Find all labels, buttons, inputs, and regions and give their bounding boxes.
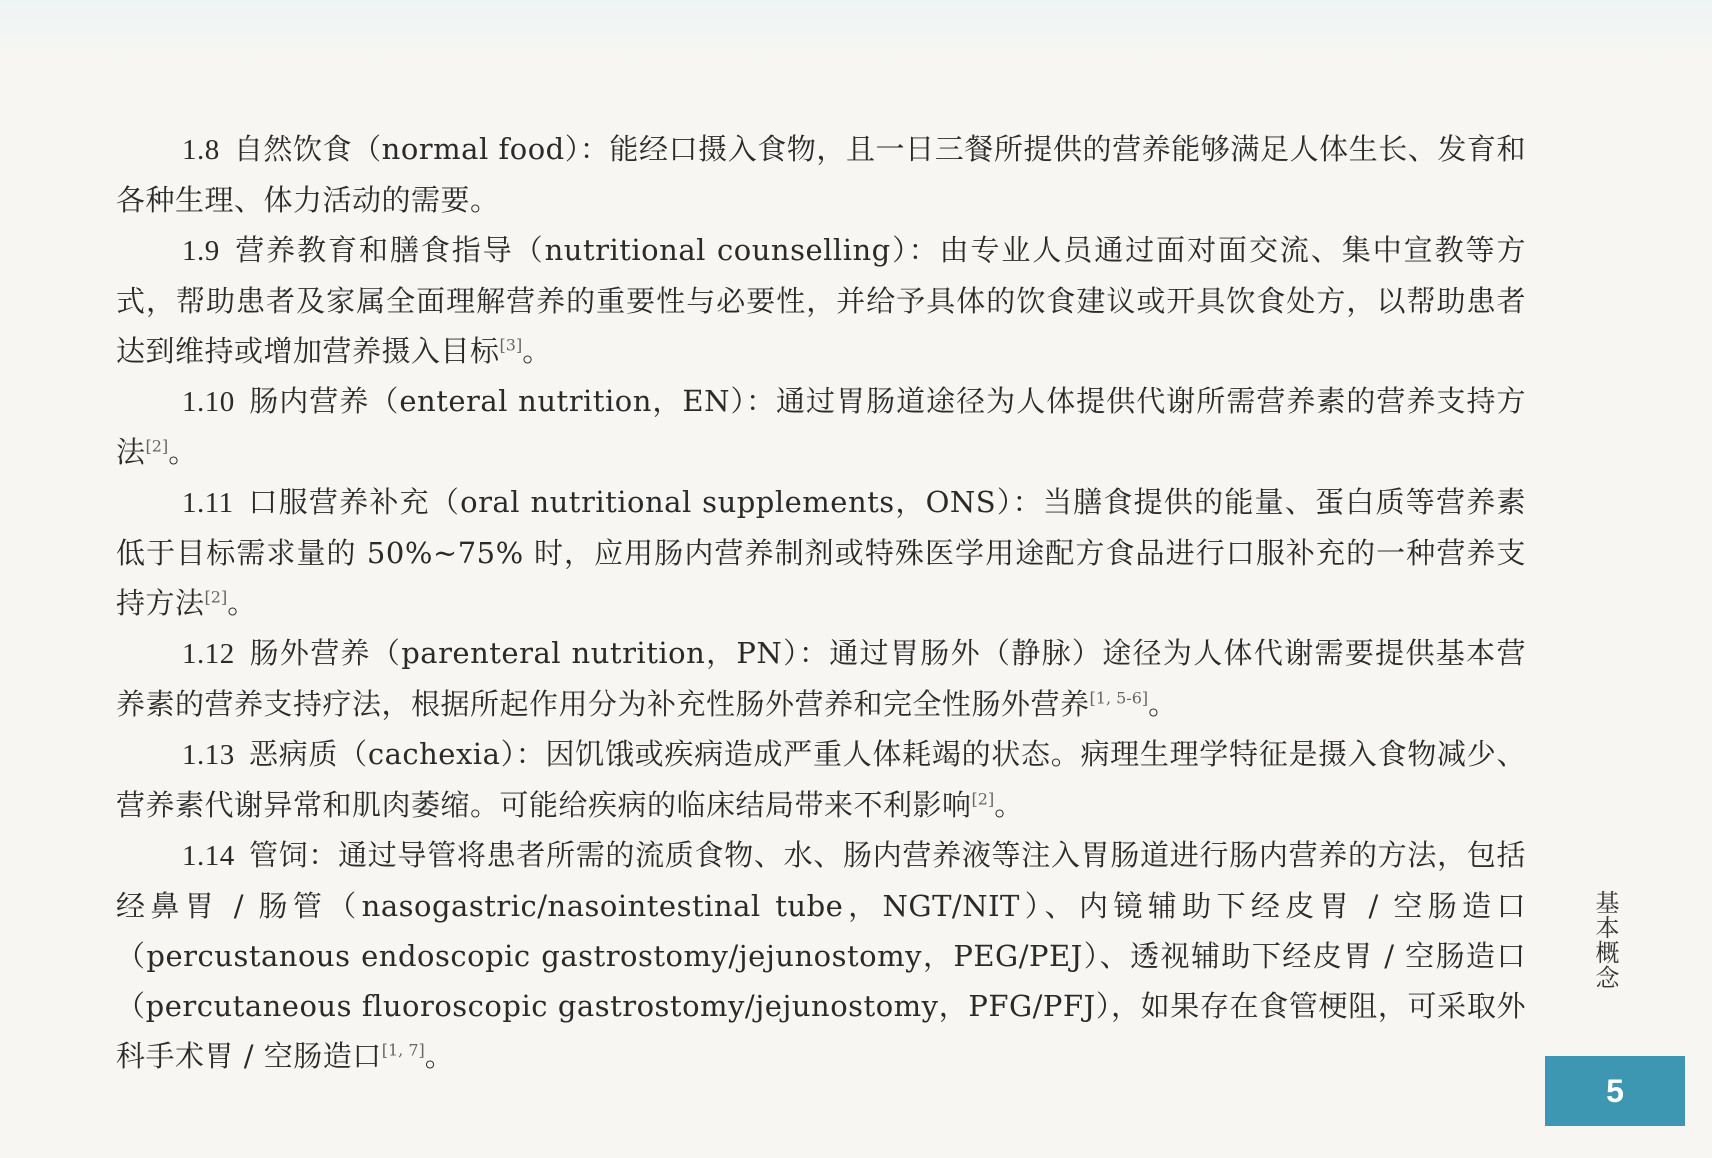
item-text: 恶病质（cachexia）：因饥饿或疾病造成严重人体耗竭的状态。病理生理学特征是摄入食物减少、营养素代谢异常和肌肉萎缩。可能给疾病的临床结局带来不利影响	[116, 737, 1526, 822]
definition-1-12: 1.12 肠外营养（parenteral nutrition，PN）：通过胃肠外（静脉）途径为人体代谢需要提供基本营养素的营养支持疗法，根据所起作用分为补充性肠外营养和完全性肠外营养[1, 5-6]。	[116, 636, 1526, 721]
item-number: 1.8	[182, 134, 220, 166]
citation: [2]	[971, 789, 995, 809]
citation: [2]	[145, 436, 169, 456]
item-text: 口服营养补充（oral nutritional supplements，ONS）：当膳食提供的能量、蛋白质等营养素低于目标需求量的 50%~75% 时，应用肠内营养制剂或特殊医学用途配方食品进行口服补充的一种营养支持方法	[116, 485, 1526, 620]
item-text: 自然饮食（normal food）：能经口摄入食物，且一日三餐所提供的营养能够满足人体生长、发育和各种生理、体力活动的需要。	[116, 132, 1526, 217]
citation: [2]	[204, 587, 228, 607]
item-number: 1.10	[182, 386, 235, 418]
item-text: 肠外营养（parenteral nutrition，PN）：通过胃肠外（静脉）途径为人体代谢需要提供基本营养素的营养支持疗法，根据所起作用分为补充性肠外营养和完全性肠外营养	[116, 636, 1526, 721]
citation: [1, 7]	[381, 1040, 425, 1060]
definition-1-14: 1.14 管饲：通过导管将患者所需的流质食物、水、肠内营养液等注入胃肠道进行肠内营养的方法，包括经鼻胃 / 肠管（nasogastric/nasointestinal tube，NGT/NIT）、内镜辅助下经皮胃 / 空肠造口（percustanous endoscopic gastrostomy/jejunostomy，PEG/PEJ）、透视辅助下经皮胃 / 空肠造口（percutaneous fluoroscopic gastrostomy/jejunostomy，PFG/PFJ），如果存在食管梗阻，可采取外科手术胃 / 空肠造口[1, 7]。	[116, 838, 1526, 1073]
page-number-box	[1545, 1056, 1685, 1126]
item-text: 营养教育和膳食指导（nutritional counselling）：由专业人员通过面对面交流、集中宣教等方式，帮助患者及家属全面理解营养的重要性与必要性，并给予具体的饮食建议或开具饮食处方，以帮助患者达到维持或增加营养摄入目标	[116, 233, 1526, 368]
item-text: 管饲：通过导管将患者所需的流质食物、水、肠内营养液等注入胃肠道进行肠内营养的方法，包括经鼻胃 / 肠管（nasogastric/nasointestinal tube，NGT/NIT）、内镜辅助下经皮胃 / 空肠造口（percustanous endoscopic gastrostomy/jejunostomy，PEG/PEJ）、透视辅助下经皮胃 / 空肠造口（percutaneous fluoroscopic gastrostomy/jejunostomy，PFG/PFJ），如果存在食管梗阻，可采取外科手术胃 / 空肠造口	[116, 838, 1526, 1073]
definition-1-8	[116, 124, 1526, 225]
definition-1-13: 1.13 恶病质（cachexia）：因饥饿或疾病造成严重人体耗竭的状态。病理生理学特征是摄入食物减少、营养素代谢异常和肌肉萎缩。可能给疾病的临床结局带来不利影响[2]。	[116, 737, 1526, 822]
item-number: 1.12	[182, 638, 235, 670]
section-label: 基本概念	[1591, 890, 1619, 990]
citation: [3]	[499, 335, 523, 355]
top-margin	[0, 0, 1712, 60]
page-number: 5	[1606, 1072, 1624, 1109]
item-number: 1.14	[182, 840, 235, 872]
definition-1-10: 1.10 肠内营养（enteral nutrition，EN）：通过胃肠道途径为人体提供代谢所需营养素的营养支持方法[2]。	[116, 384, 1526, 469]
item-number: 1.11	[182, 487, 234, 519]
body-text	[116, 124, 1526, 1081]
item-text: 肠内营养（enteral nutrition，EN）：通过胃肠道途径为人体提供代谢所需营养素的营养支持方法	[116, 384, 1526, 469]
item-number: 1.9	[182, 235, 220, 267]
item-number: 1.13	[182, 739, 235, 771]
definition-1-9: 1.9 营养教育和膳食指导（nutritional counselling）：由专业人员通过面对面交流、集中宣教等方式，帮助患者及家属全面理解营养的重要性与必要性，并给予具体的饮食建议或开具饮食处方，以帮助患者达到维持或增加营养摄入目标[3]。	[116, 233, 1526, 368]
citation: [1, 5-6]	[1089, 688, 1149, 708]
definition-1-11: 1.11 口服营养补充（oral nutritional supplements，ONS）：当膳食提供的能量、蛋白质等营养素低于目标需求量的 50%~75% 时，应用肠内营养制剂或特殊医学用途配方食品进行口服补充的一种营养支持方法[2]。	[116, 485, 1526, 620]
